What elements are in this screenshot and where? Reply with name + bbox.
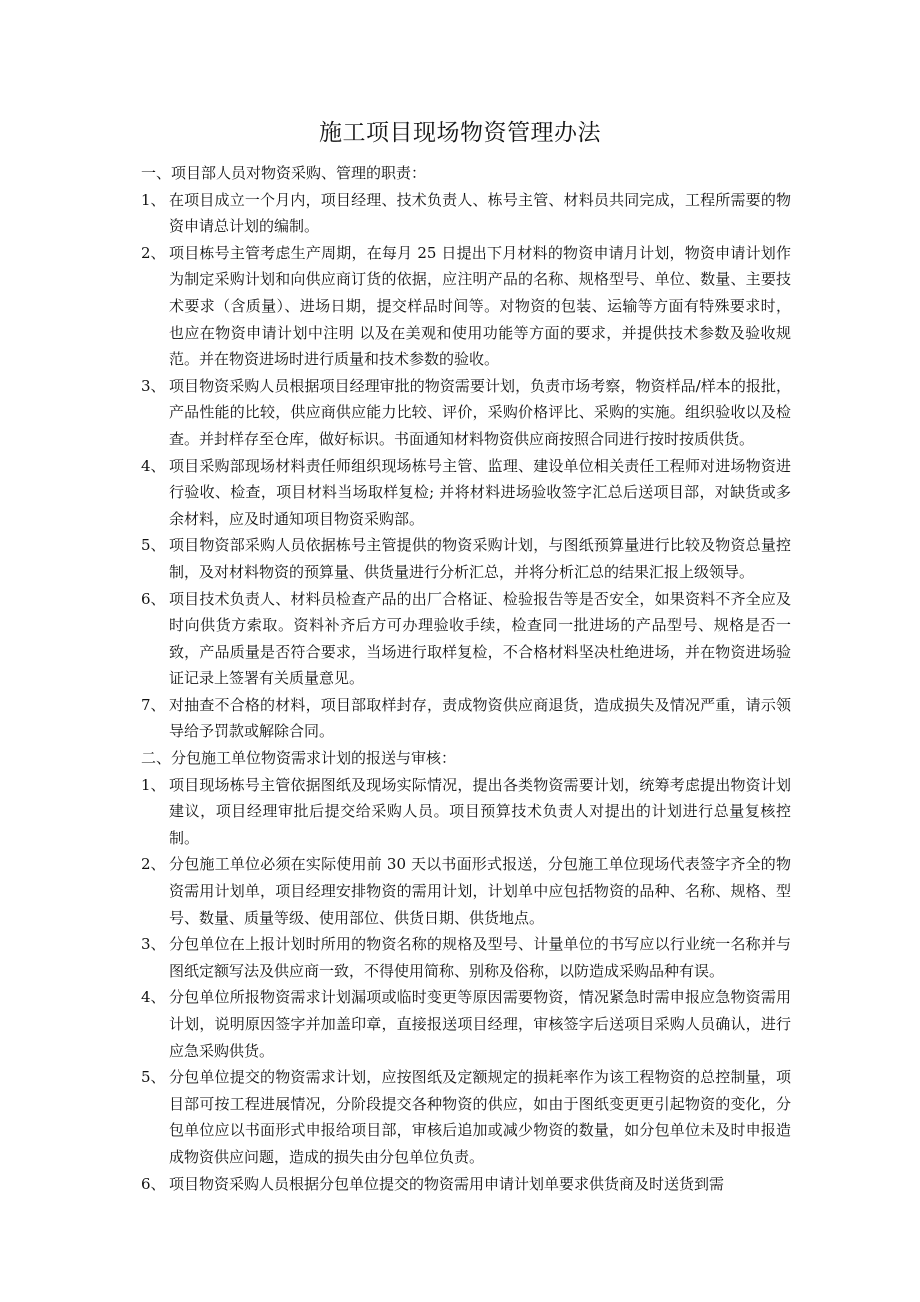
document-title: 施工项目现场物资管理办法 — [319, 120, 601, 146]
list-item — [141, 692, 791, 745]
item-number: 1、 — [141, 190, 166, 209]
item-number: 6、 — [141, 1174, 166, 1193]
item-number: 3、 — [141, 935, 166, 954]
item-text: 在项目成立一个月内，项目经理、技术负责人、栋号主管、材料员共同完成，工程所需要的物资申请总计划的编制。 — [169, 190, 791, 236]
item-text: 对抽查不合格的材料，项目部取样封存，责成物资供应商退货，造成损失及情况严重，请示领导给予罚款或解除合同。 — [169, 695, 791, 741]
item-text: 项目现场栋号主管依据图纸及现场实际情况，提出各类物资需要计划，统筹考虑提出物资计划建议，项目经理审批后提交给采购人员。项目预算技术负责人对提出的计划进行总量复核控制。 — [169, 775, 791, 847]
list-item — [141, 240, 791, 373]
item-text: 分包单位所报物资需求计划漏项或临时变更等原因需要物资，情况紧急时需申报应急物资需用计划，说明原因签字并加盖印章，直接报送项目经理，审核签字后送项目采购人员确认，进行应急采购供货。 — [169, 988, 791, 1060]
document-body — [141, 160, 791, 1197]
item-text: 项目技术负责人、材料员检查产品的出厂合格证、检验报告等是否安全，如果资料不齐全应及时向供货方索取。资料补齐后方可办理验收手续，检查同一批进场的产品型号、规格是否一致，产品质量是否符合要求，当场进行取样复检，不合格材料坚决杜绝进场，并在物资进场验证记录上签署有关质量意见。 — [169, 589, 791, 688]
item-text: 分包单位在上报计划时所用的物资名称的规格及型号、计量单位的书写应以行业统一名称并与图纸定额写法及供应商一致，不得使用简称、别称及俗称，以防造成采购品种有误。 — [169, 935, 791, 980]
item-text: 项目物资部采购人员依据栋号主管提供的物资采购计划，与图纸预算量进行比较及物资总量控制，及对材料物资的预算量、供货量进行分析汇总，并将分析汇总的结果汇报上级领导。 — [169, 536, 791, 581]
item-number: 4、 — [141, 988, 166, 1007]
list-item — [141, 1064, 791, 1170]
list-item — [141, 586, 791, 692]
item-number: 4、 — [141, 456, 166, 475]
section-heading: 一、项目部人员对物资采购、管理的职责： — [141, 164, 427, 182]
item-text: 分包施工单位必须在实际使用前 30 天以书面形式报送，分包施工单位现场代表签字齐全的物资需用计划单，项目经理安排物资的需用计划，计划单中应包括物资的品种、名称、规格、型号、数量、质量等级、使用部位、供货日期、供货地点。 — [169, 855, 791, 927]
item-number: 7、 — [141, 695, 166, 714]
list-item — [141, 984, 791, 1064]
list-item — [141, 373, 791, 453]
item-text: 项目物资采购人员根据项目经理审批的物资需要计划，负责市场考察，物资样品/样本的报批，产品性能的比较，供应商供应能力比较、评价，采购价格评比、采购的实施。组织验收以及检查。并封样存至仓库，做好标识。书面通知材料物资供应商按照合同进行按时按质供货。 — [169, 376, 791, 448]
list-item — [141, 931, 791, 984]
list-item — [141, 532, 791, 585]
list-item — [141, 851, 791, 931]
item-number: 5、 — [141, 536, 166, 555]
item-number: 3、 — [141, 376, 166, 395]
item-number: 6、 — [141, 589, 166, 608]
item-text: 项目栋号主管考虑生产周期，在每月 25 日提出下月材料的物资申请月计划，物资申请计划作为制定采购计划和向供应商订货的依据，应注明产品的名称、规格型号、单位、数量、主要技术要求（含质量）、进场日期，提交样品时间等。对物资的包装、运输等方面有特殊要求时，也应在物资申请计划中注明 以及在美观和使用功能等方面的要求，并提供技术参数及验收规范。并在物资进场时进行质量和技术参数的验收。 — [169, 243, 791, 369]
list-item — [141, 453, 791, 533]
list-item — [141, 772, 791, 852]
item-text: 项目采购部现场材料责任师组织现场栋号主管、监理、建设单位相关责任工程师对进场物资进行验收、检查，项目材料当场取样复检; 并将材料进场验收签字汇总后送项目部，对缺货或多余材料，应及时通知项目物资采购部。 — [169, 456, 791, 528]
item-number: 2、 — [141, 243, 166, 262]
item-text: 分包单位提交的物资需求计划，应按图纸及定额规定的损耗率作为该工程物资的总控制量，项目部可按工程进展情况，分阶段提交各种物资的供应，如由于图纸变更更引起物资的变化，分包单位应以书面形式申报给项目部，审核后追加或减少物资的数量，如分包单位未及时申报造成物资供应问题，造成的损失由分包单位负责。 — [169, 1068, 791, 1166]
item-number: 1、 — [141, 775, 166, 794]
section-heading: 二、分包施工单位物资需求计划的报送与审核： — [141, 749, 457, 768]
list-item — [141, 187, 791, 240]
list-item — [141, 1171, 791, 1198]
item-number: 5、 — [141, 1068, 166, 1087]
item-number: 2、 — [141, 855, 166, 874]
item-text: 项目物资采购人员根据分包单位提交的物资需用申请计划单要求供货商及时送货到需 — [169, 1174, 725, 1193]
